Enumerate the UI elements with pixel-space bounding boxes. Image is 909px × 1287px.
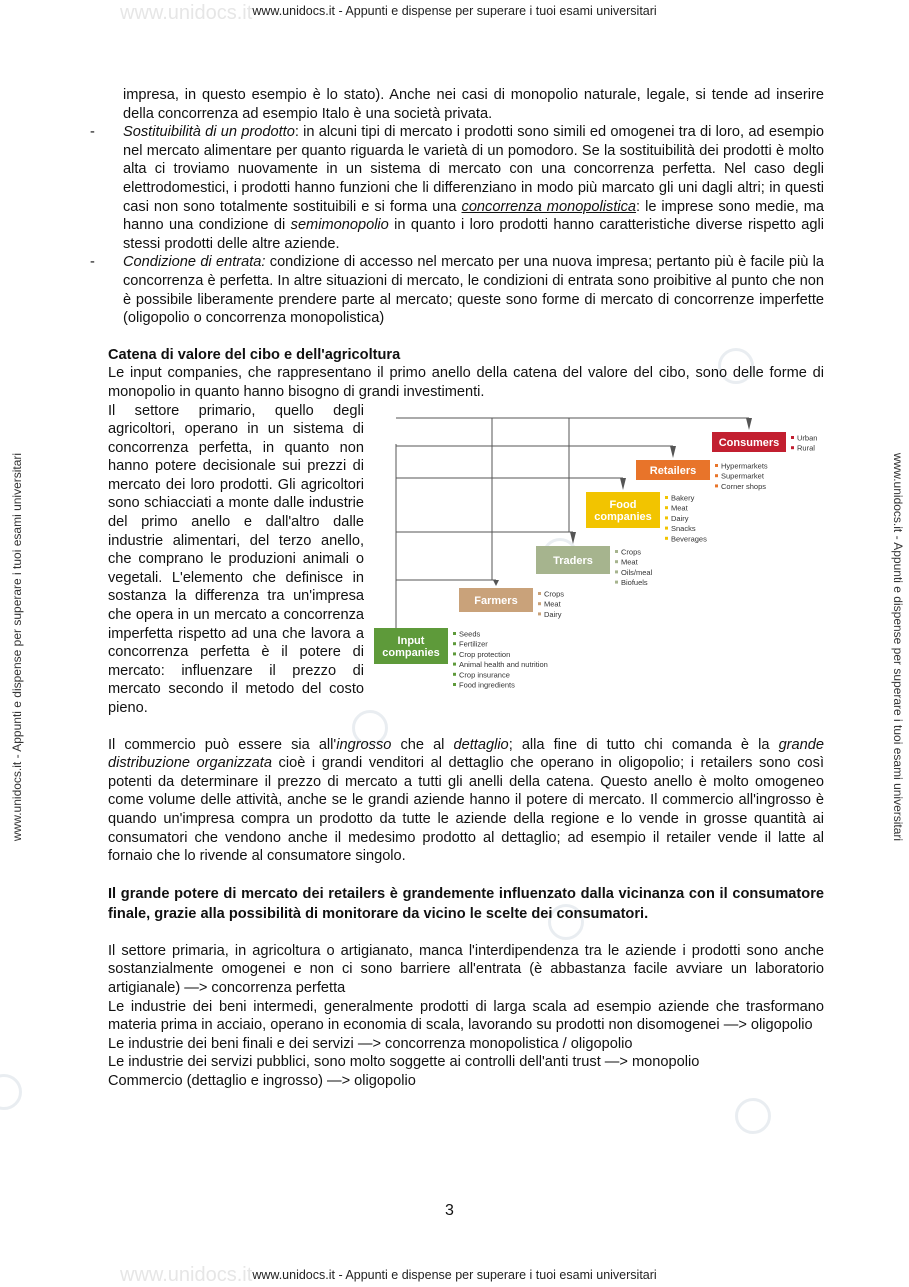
item-bullet xyxy=(665,506,668,509)
bullet-text: in quanto i loro prodotti hanno caratteristiche diverse rispetto agli stessi prodotti delle altre aziende. xyxy=(123,217,824,252)
stage-label: Input xyxy=(397,634,425,647)
item-bullet xyxy=(538,612,541,615)
stage-label: Farmers xyxy=(474,594,518,607)
arrow-icon xyxy=(746,418,752,430)
bullet-dash: - xyxy=(90,254,95,271)
item-bullet xyxy=(615,550,618,553)
stage-item: Crop insurance xyxy=(459,669,510,679)
watermark-right: www.unidocs.it - Appunti e dispense per superare i tuoi esami universitari xyxy=(891,452,905,842)
text-run: cioè i grandi venditori al dettaglio che operano in oligopolio; i retailers sono così potenti da determinare il prezzo di mercato a tutti gli anelli della catena. Questo anello è molto omogeneo come volume delle attività, anche se le grandi aziende hanno il potere di mercato. Il commercio all'ingrosso è quando un'impresa compra un prodotto da tutte le aziende della regione e lo vende in grosse quantità ai consumatori che vendono anche il medesimo prodotto al dettaglio; ad esempio il retailer vende il latte al fornaio che lo rivende al consumatore singolo. xyxy=(108,755,824,865)
bullet-text: : le imprese sono medie, ma hanno una condizione di xyxy=(123,198,825,234)
summary-line: Le industrie dei servizi pubblici, sono molto soggette ai controlli dell'anti trust —> monopolio xyxy=(108,1054,700,1071)
italic-term: dettaglio xyxy=(453,736,509,753)
item-bullet xyxy=(791,446,794,449)
item-bullet xyxy=(453,642,456,645)
unidocs-logo-icon xyxy=(0,1074,22,1110)
stage-item: Corner shops xyxy=(721,481,767,491)
stage-item: Dairy xyxy=(671,513,689,523)
paragraph-input-companies: Le input companies, che rappresentano il primo anello della catena del valore del cibo, sono delle forme di monopolio in quanto hanno bisogno di grandi investimenti. xyxy=(108,365,824,400)
stage-label: Food xyxy=(609,498,637,511)
watermark-bottom: www.unidocs.it - Appunti e dispense per superare i tuoi esami universitari xyxy=(252,1268,657,1282)
arrow-icon xyxy=(670,446,676,458)
item-bullet xyxy=(665,536,668,539)
page-number: 3 xyxy=(445,1202,454,1219)
bullet-term: Condizione di entrata: xyxy=(123,254,266,271)
stage-item: Bakery xyxy=(671,493,695,502)
item-bullet xyxy=(615,580,618,583)
stage-item: Meat xyxy=(671,503,688,513)
item-bullet xyxy=(538,602,541,605)
value-chain-diagram xyxy=(374,408,824,708)
stage-item: Snacks xyxy=(671,523,696,533)
watermark-left: www.unidocs.it - Appunti e dispense per superare i tuoi esami universitari xyxy=(10,452,24,842)
stage-item: Dairy xyxy=(544,609,562,619)
summary-line: Le industrie dei beni finali e dei servizi —> concorrenza monopolistica / oligopolio xyxy=(108,1035,633,1052)
item-bullet xyxy=(453,672,456,675)
bullet-dash: - xyxy=(90,124,95,141)
arrow-icon xyxy=(493,580,499,586)
italic-term: ingrosso xyxy=(336,736,392,753)
text-run: ; alla fine di tutto chi comanda è la xyxy=(508,736,779,753)
item-bullet xyxy=(715,474,718,477)
stage-item: Supermarket xyxy=(721,471,764,481)
stage-item: Urban xyxy=(797,433,818,442)
summary-line: Il settore primaria, in agricoltura o artigianato, manca l'interdipendenza tra le aziende i prodotti sono anche sostanzialmente omogenei e non ci sono barriere all'entrata (è abbastanza facile avviare un laboratorio artigianale) —> concorrenza perfetta xyxy=(108,942,824,996)
stage-label: Traders xyxy=(553,554,593,567)
item-bullet xyxy=(665,516,668,519)
watermark-top: www.unidocs.it - Appunti e dispense per superare i tuoi esami universitari xyxy=(252,4,657,18)
stage-item: Meat xyxy=(544,599,561,609)
item-bullet xyxy=(453,632,456,635)
bullet-sostituibilita xyxy=(90,123,825,253)
ghost-watermark: www.unidocs.it xyxy=(120,1264,253,1286)
stage-item: Biofuels xyxy=(621,577,648,587)
item-bullet xyxy=(538,592,541,595)
item-bullet xyxy=(453,652,456,655)
stage-item: Meat xyxy=(621,557,638,567)
stage-item: Crops xyxy=(544,589,565,598)
paragraph-settore-primario: Il settore primario, quello degli agricoltori, operano in un sistema di concorrenza perfetta, in quanto non hanno potere decisionale sui prezzi di mercato dei loro prodotti. Gli agricoltori sono schiacciati a monte dalle industrie del primo anello e dall'altro dalle industrie alimentari, del terzo anello, che comprano le produzioni animali o vegetali. L'elemento che definisce in sostanza la differenza tra un'impresa che opera in un mercato a concorrenza imperfetta rispetto ad una che lavora a concorrenza perfetta è il potere di mercato: influenzare il prezzo di mercato secondo il metodo del costo pieno. xyxy=(108,402,364,716)
stage-label: companies xyxy=(594,510,652,523)
document-body xyxy=(90,86,825,1091)
arrow-icon xyxy=(620,478,626,490)
stage-label: companies xyxy=(382,646,440,659)
stage-label: Consumers xyxy=(718,436,780,449)
item-bullet xyxy=(453,662,456,665)
item-bullet xyxy=(715,484,718,487)
stage-item: Food ingredients xyxy=(459,680,515,689)
arrow-icon xyxy=(570,532,576,544)
item-bullet xyxy=(615,560,618,563)
text-run: Il commercio può essere sia all' xyxy=(108,736,337,753)
bold-statement: Il grande potere di mercato dei retailers è grandemente influenzato dalla vicinanza con il consumatore finale, grazie alla possibilità di monitorare da vicino le scelte dei consumatori. xyxy=(108,885,824,922)
paragraph-commercio xyxy=(108,736,824,866)
ghost-watermark: www.unidocs.it xyxy=(120,2,253,24)
item-bullet xyxy=(791,436,794,439)
stage-item: Fertilizer xyxy=(459,639,488,649)
item-bullet xyxy=(615,570,618,573)
stage-item: Seeds xyxy=(459,629,481,638)
bullet-term: semimonopolio xyxy=(290,217,389,234)
bullet-condizione-entrata xyxy=(90,253,824,327)
stage-item: Animal health and nutrition xyxy=(459,659,548,669)
item-bullet xyxy=(715,464,718,467)
stage-label: Retailers xyxy=(649,464,697,477)
item-bullet xyxy=(665,526,668,529)
item-bullet xyxy=(453,683,456,686)
stage-item: Hypermarkets xyxy=(721,461,768,470)
summary-line: Le industrie dei beni intermedi, generalmente prodotti di larga scala ad esempio aziende che trasformano materia prima in acciaio, operano in economia di scala, lavorando su prodotti non disomogenei —> oligopolio xyxy=(108,998,824,1034)
stage-item: Crops xyxy=(621,547,642,556)
section-heading: Catena di valore del cibo e dell'agricoltura xyxy=(108,346,401,363)
value-chain-figure xyxy=(374,408,824,708)
bullet-term-underlined: concorrenza monopolistica xyxy=(461,198,637,215)
bullet-text: : in alcuni tipi di mercato i prodotti sono simili ed omogenei tra di loro, ad esempio nel mercato alimentare per quanto riguarda le varietà di un pomodoro. Se la sostituibilità dei prodotti è molto alta ci troviamo nuovamente in un sistema di mercato con una concorrenza perfetta. Nel caso degli elettrodomestici, i prodotti hanno funzioni che li differenziano in modo più marcato gli uni dagli altri; in questi casi non sono totalmente sostituibili e si forma una xyxy=(123,124,824,215)
intro-paragraph: impresa, in questo esempio è lo stato). Anche nei casi di monopolio naturale, legale, si tende ad inserire della concorrenza ad esempio Italo è una società privata. xyxy=(123,87,824,122)
stage-item: Oils/meal xyxy=(621,567,653,577)
stage-item: Crop protection xyxy=(459,649,511,659)
text-run: che al xyxy=(391,736,454,753)
unidocs-logo-icon xyxy=(735,1098,771,1134)
stage-item: Beverages xyxy=(671,533,707,543)
italic-term: grande distribuzione organizzata xyxy=(108,736,825,772)
bullet-term: Sostituibilità di un prodotto xyxy=(123,124,295,141)
bullet-text: condizione di accesso nel mercato per una nuova impresa; pertanto più è facile più la concorrenza è perfetta. In altre situazioni di mercato, le condizioni di entrata sono proibitive al punto che non è possibile liberamente prendere parte al mercato; queste sono forme di mercato di concorrenze imperfette (oligopolio o concorrenza monopolistica) xyxy=(123,254,824,327)
item-bullet xyxy=(665,496,668,499)
summary-line: Commercio (dettaglio e ingrosso) —> oligopolio xyxy=(108,1072,416,1089)
stage-item: Rural xyxy=(797,443,815,453)
